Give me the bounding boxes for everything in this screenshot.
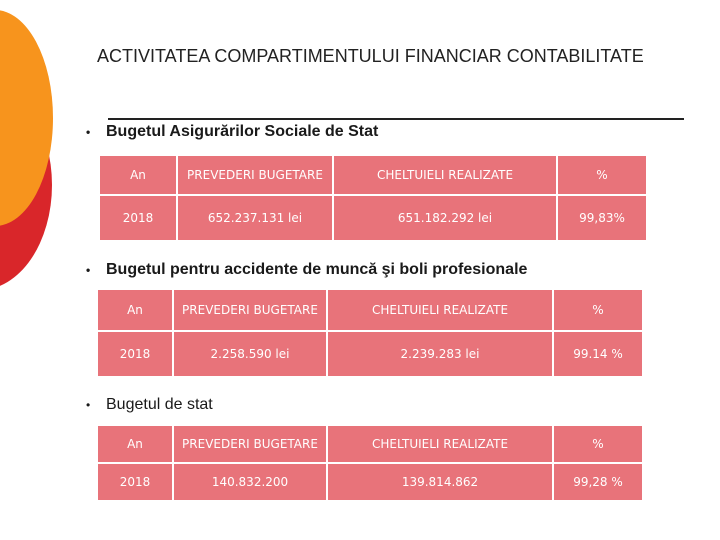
- cell-an: 2018: [98, 464, 172, 500]
- header-prevederi: PREVEDERI BUGETARE: [178, 156, 332, 194]
- cell-cheltuieli: 2.239.283 lei: [328, 332, 552, 376]
- budget-table-2: [96, 288, 644, 378]
- cell-pct: 99,83%: [558, 196, 646, 240]
- cell-an: 2018: [100, 196, 176, 240]
- table-header-row: [98, 290, 642, 330]
- table-row: [98, 464, 642, 500]
- header-an: An: [98, 426, 172, 462]
- cell-prevederi: 2.258.590 lei: [174, 332, 326, 376]
- header-pct: %: [558, 156, 646, 194]
- cell-pct: 99,28 %: [554, 464, 642, 500]
- budget-table-3: [96, 424, 644, 502]
- table-header-row: [100, 156, 646, 194]
- bullet-icon: •: [86, 398, 91, 412]
- bullet-icon: •: [86, 263, 91, 277]
- header-an: An: [98, 290, 172, 330]
- budget-table-1: [98, 154, 648, 242]
- cell-pct: 99.14 %: [554, 332, 642, 376]
- cell-an: 2018: [98, 332, 172, 376]
- section-heading-text: Bugetul de stat: [106, 396, 213, 413]
- header-pct: %: [554, 426, 642, 462]
- page-title: ACTIVITATEA COMPARTIMENTULUI FINANCIAR CONTABILITATE: [97, 46, 644, 66]
- section-heading-2: [86, 261, 527, 279]
- section-heading-text: Bugetul pentru accidente de muncă şi boli profesionale: [106, 261, 528, 278]
- title-divider: [108, 118, 684, 120]
- table-header-row: [98, 426, 642, 462]
- section-heading-3: [86, 396, 213, 414]
- header-pct: %: [554, 290, 642, 330]
- header-prevederi: PREVEDERI BUGETARE: [174, 290, 326, 330]
- table-row: [100, 196, 646, 240]
- table-row: [98, 332, 642, 376]
- section-heading-1: [86, 123, 378, 141]
- section-heading-text: Bugetul Asigurărilor Sociale de Stat: [106, 123, 379, 140]
- header-prevederi: PREVEDERI BUGETARE: [174, 426, 326, 462]
- header-an: An: [100, 156, 176, 194]
- cell-prevederi: 140.832.200: [174, 464, 326, 500]
- cell-cheltuieli: 651.182.292 lei: [334, 196, 556, 240]
- bullet-icon: •: [86, 125, 91, 139]
- header-cheltuieli: CHELTUIELI REALIZATE: [334, 156, 556, 194]
- cell-prevederi: 652.237.131 lei: [178, 196, 332, 240]
- header-cheltuieli: CHELTUIELI REALIZATE: [328, 426, 552, 462]
- cell-cheltuieli: 139.814.862: [328, 464, 552, 500]
- header-cheltuieli: CHELTUIELI REALIZATE: [328, 290, 552, 330]
- decorative-shapes: [0, 0, 80, 300]
